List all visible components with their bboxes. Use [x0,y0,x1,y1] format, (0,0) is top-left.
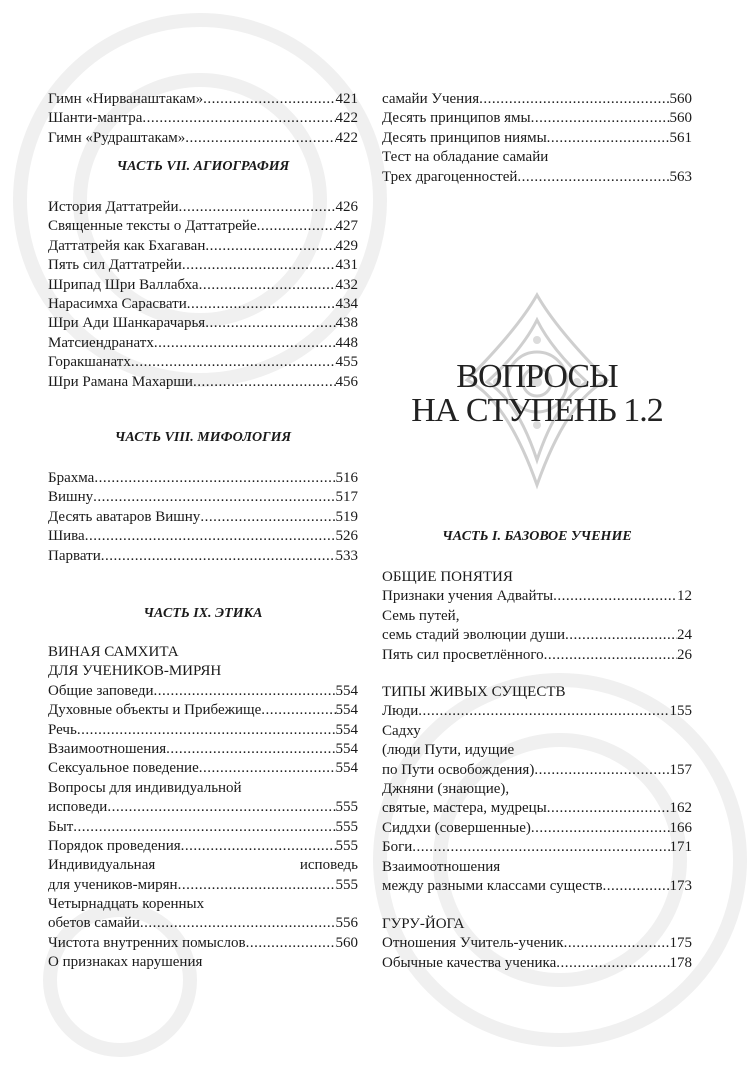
page-number: 155 [669,703,692,720]
dot-leader [556,954,669,973]
toc-entry [382,799,692,818]
dot-leader [93,488,335,507]
toc-entry [48,643,358,662]
page-number: 560 [669,110,692,127]
toc-entry [382,780,692,799]
entry-title: Духовные объекты и Прибежище [48,702,262,719]
entry-title: Нарасимха Сарасвати [48,295,187,312]
section-heading-part-9: ЧАСТЬ IX. ЭТИКА [143,606,263,621]
toc-entry [382,761,692,780]
dot-leader [199,759,336,778]
toc-entry [48,198,358,217]
toc-list-left-1 [48,90,358,148]
page-number: 555 [335,876,358,893]
page-number: 555 [335,837,358,854]
entry-title: (люди Пути, идущие [382,742,515,759]
dot-leader [479,90,669,109]
page-number: 432 [335,276,358,293]
page-number: 563 [669,168,692,185]
page-number: 178 [669,954,692,971]
entry-title: для учеников-мирян [48,876,178,893]
dot-leader [603,877,670,896]
page-number: 456 [335,373,358,390]
dot-leader [564,934,670,953]
entry-title: Даттатрейя как Бхагаван [48,237,206,254]
page-number: 429 [335,237,358,254]
chapter-title-line-2: НА СТУПЕНЬ 1.2 [411,392,663,429]
entry-title: Боги [382,839,413,856]
dot-leader [185,129,335,148]
toc-entry [48,217,358,236]
toc-entry [48,373,358,392]
toc-entry [48,662,358,681]
entry-title: Садху [382,722,421,739]
dot-leader [199,276,336,295]
entry-title: Быт [48,818,74,835]
page-number: 171 [669,839,692,856]
entry-title: Общие заповеди [48,682,154,699]
entry-title: Горакшанатх [48,354,131,371]
dot-leader [547,129,670,148]
dot-leader [193,373,336,392]
toc-list-part-9 [48,643,358,973]
toc-entry [48,256,358,275]
toc-entry [382,702,692,721]
page-number: 431 [335,257,358,274]
page-number: 427 [335,218,358,235]
entry-title: Джняни (знающие), [382,780,510,797]
page-number: 554 [335,702,358,719]
entry-title: Вопросы для индивидуальной [48,779,242,796]
toc-entry [48,334,358,353]
entry-title: ГУРУ-ЙОГА [382,916,465,932]
toc-entry [382,148,692,167]
toc-entry [382,858,692,877]
entry-title: Десять аватаров Вишну [48,508,201,525]
toc-entry [382,683,692,702]
dot-leader [94,469,335,488]
page-number: 560 [669,91,692,107]
entry-title: Шри Рамана Махарши [48,373,193,390]
toc-entry [48,129,358,148]
page-number: 560 [335,934,358,951]
dot-leader [85,527,336,546]
page-number: 556 [335,915,358,932]
entry-title: Сиддхи (совершенные) [382,819,531,836]
dot-leader [187,295,336,314]
entry-title: между разными классами существ [382,877,603,894]
page-number: 12 [677,588,692,605]
chapter-title [382,360,692,428]
toc-entry [382,129,692,148]
dot-leader [153,682,335,701]
page-number: 157 [669,761,692,778]
toc-entry [48,798,358,817]
toc-list-part-7 [48,198,358,392]
page-number: 517 [335,489,358,506]
entry-title: Десять принципов ниямы [382,129,547,146]
toc-entry [382,915,692,934]
entry-title: Чистота внутренних помыслов [48,934,246,951]
page-number: 555 [335,818,358,835]
page-number: 448 [335,334,358,351]
entry-title: Признаки учения Адвайты [382,588,554,605]
dot-leader [412,838,669,857]
entry-title: исповеди [48,799,108,816]
entry-title: Шрипад Шри Валлабха [48,276,199,293]
dot-leader [73,818,335,837]
page-number: 421 [335,91,358,107]
dot-leader [257,217,336,236]
toc-entry [48,953,358,972]
entry-title-tail: исповедь [299,857,358,874]
toc-entry [382,646,692,665]
toc-entry [382,90,692,109]
page-number: 162 [669,800,692,817]
dot-leader [531,819,670,838]
page-number: 555 [335,799,358,816]
entry-title: Пять сил просветлённого [382,646,544,663]
entry-title: Шива [48,528,85,545]
entry-title: Шри Ади Шанкарачарья [48,315,206,332]
dot-leader [534,761,669,780]
dot-leader [203,90,335,109]
entry-title: Гимн «Рудраштакам» [48,129,186,146]
entry-title: обетов самайи [48,915,140,932]
entry-title: Брахма [48,470,95,486]
chapter-title-line-1: ВОПРОСЫ [456,358,618,395]
dot-leader [205,314,335,333]
toc-list-part-8 [48,469,358,566]
page-number: 516 [335,470,358,486]
toc-entry [48,837,358,856]
dot-leader [142,109,335,128]
toc-entry [48,701,358,720]
page-number: 422 [335,129,358,146]
entry-title: О признаках нарушения [48,954,203,971]
entry-title: История Даттатрейи [48,199,179,215]
toc-list-general-concepts [382,568,692,665]
page-number: 519 [335,508,358,525]
section-heading-part-7: ЧАСТЬ VII. АГИОГРАФИЯ [116,159,290,174]
entry-title: самайи Учения [382,91,480,107]
toc-entry [48,740,358,759]
page-number: 533 [335,547,358,564]
toc-entry [382,877,692,896]
entry-title: Десять принципов ямы [382,110,531,127]
entry-title: семь стадий эволюции души [382,627,566,644]
toc-entry [382,587,692,606]
dot-leader [166,740,335,759]
entry-title: Обычные качества ученика [382,954,557,971]
toc-entry [48,547,358,566]
section-heading-part-1: ЧАСТЬ I. БАЗОВОЕ УЧЕНИЕ [442,529,632,544]
page-number: 455 [335,354,358,371]
toc-entry [382,168,692,187]
dot-leader [182,256,336,275]
entry-title: Порядок проведения [48,837,181,854]
toc-entry [48,721,358,740]
dot-leader [418,702,669,721]
entry-title: Матсиендранатх [48,334,154,351]
page-number: 554 [335,721,358,738]
entry-title: Гимн «Нирванаштакам» [48,91,204,107]
toc-entry [48,759,358,778]
page-number: 26 [677,646,692,663]
toc-entry [48,914,358,933]
dot-leader [101,547,336,566]
toc-entry [48,237,358,256]
page-number: 175 [669,935,692,952]
toc-entry [382,819,692,838]
dot-leader [107,798,335,817]
section-heading-part-8: ЧАСТЬ VIII. МИФОЛОГИЯ [114,430,292,445]
entry-title: по Пути освобождения) [382,761,535,778]
toc-entry [48,527,358,546]
toc-entry [48,508,358,527]
dot-leader [246,934,336,953]
page-number: 24 [677,627,692,644]
dot-leader [179,198,336,217]
entry-title: Шанти-мантра [48,110,143,127]
page-number: 434 [335,295,358,312]
toc-entry [382,109,692,128]
page-number: 561 [669,129,692,146]
toc-entry [48,469,358,488]
dot-leader [261,701,335,720]
page-number: 426 [335,199,358,215]
toc-entry [48,779,358,798]
toc-list-living-beings [382,683,692,896]
toc-entry [48,876,358,895]
page-number: 166 [669,819,692,836]
toc-entry [48,934,358,953]
toc-entry [382,838,692,857]
page-number: 554 [335,760,358,777]
toc-entry [48,353,358,372]
entry-title: ВИНАЯ САМХИТА [48,644,179,660]
page-number: 422 [335,110,358,127]
dot-leader [77,721,336,740]
toc-entry [48,682,358,701]
entry-title: святые, мастера, мудрецы [382,800,547,817]
dot-leader [154,334,336,353]
dot-leader [531,109,670,128]
entry-title: Взаимоотношения [382,858,501,875]
entry-title: Отношения Учитель-ученик [382,935,564,952]
toc-entry [48,895,358,914]
dot-leader [178,876,336,895]
entry-title: Четырнадцать коренных [48,896,205,913]
page-number: 438 [335,315,358,332]
toc-entry [48,109,358,128]
page-number: 526 [335,528,358,545]
toc-entry [382,741,692,760]
page-number: 554 [335,740,358,757]
entry-title: Взаимоотношения [48,740,167,757]
entry-title: Сексуальное поведение [48,760,199,777]
toc-entry [382,626,692,645]
page-number: 554 [335,682,358,699]
entry-title: Семь путей, [382,607,460,624]
toc-entry [48,488,358,507]
dot-leader [140,914,336,933]
entry-title: Люди [382,703,419,720]
entry-title: Речь [48,721,77,738]
dot-leader [181,837,336,856]
dot-leader [547,799,670,818]
dot-leader [565,626,677,645]
toc-entry [382,934,692,953]
toc-list-right-1 [382,90,692,187]
toc-entry [48,818,358,837]
entry-title: Трех драгоценностей [382,168,518,185]
entry-title: Парвати [48,547,101,564]
toc-entry [48,295,358,314]
toc-entry [48,856,358,875]
dot-leader [131,353,336,372]
dot-leader [544,646,677,665]
entry-title: Тест на обладание самайи [382,149,549,166]
toc-entry [48,276,358,295]
entry-title: ТИПЫ ЖИВЫХ СУЩЕСТВ [382,684,566,700]
page-number: 173 [669,877,692,894]
entry-title: Пять сил Даттатрейи [48,257,182,274]
toc-entry [48,314,358,333]
toc-entry [382,607,692,626]
entry-title: Индивидуальная [48,857,156,874]
toc-entry [382,722,692,741]
toc-entry [382,568,692,587]
toc-entry [382,954,692,973]
dot-leader [205,237,335,256]
entry-title: ОБЩИЕ ПОНЯТИЯ [382,569,513,585]
dot-leader [517,168,669,187]
toc-entry [48,90,358,109]
dot-leader [200,508,335,527]
toc-list-guru-yoga [382,915,692,973]
entry-title: ДЛЯ УЧЕНИКОВ-МИРЯН [48,663,222,680]
dot-leader [553,587,677,606]
entry-title: Священные тексты о Даттатрейе [48,218,257,235]
entry-title: Вишну [48,489,94,506]
